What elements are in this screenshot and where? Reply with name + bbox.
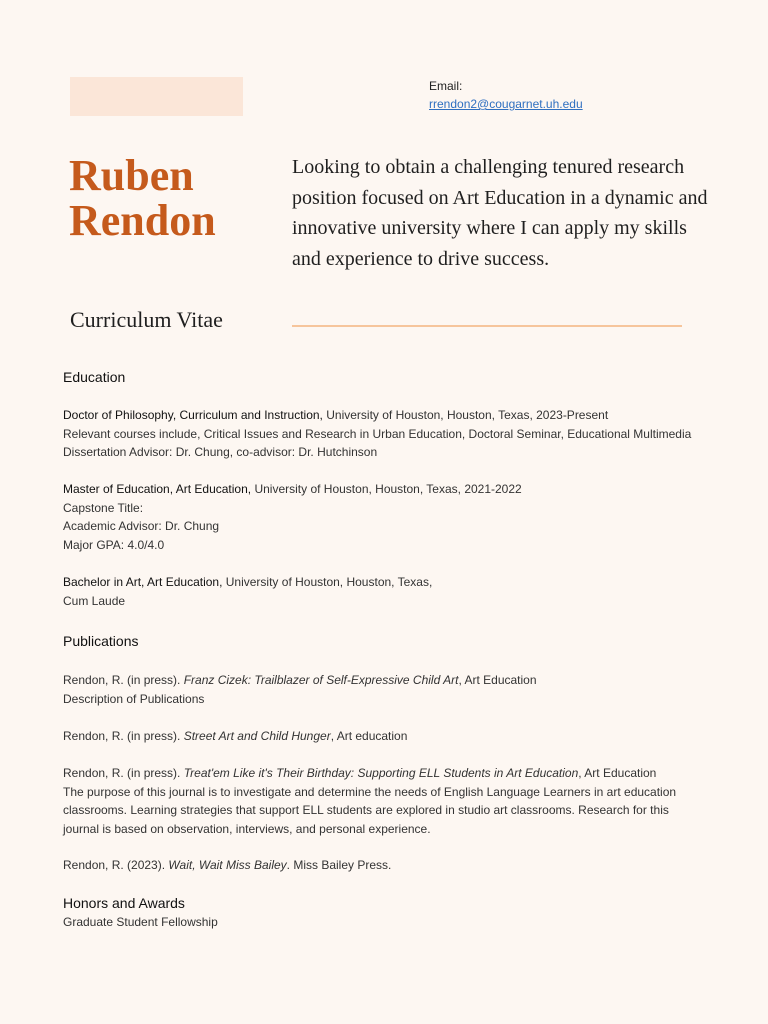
- med-entry: [63, 480, 522, 554]
- publications-heading: Publications: [63, 633, 139, 649]
- ba-entry: [63, 573, 432, 610]
- publication-item: [63, 764, 693, 838]
- publication-citation: [63, 727, 407, 746]
- publication-suffix: , Art Education: [458, 673, 537, 687]
- publication-title: Street Art and Child Hunger: [183, 729, 331, 743]
- publication-prefix: Rendon, R. (in press).: [63, 729, 184, 743]
- photo-placeholder: [70, 77, 243, 116]
- publication-title: Wait, Wait Miss Bailey: [168, 858, 287, 872]
- honors-heading: Honors and Awards: [63, 895, 185, 911]
- ba-honors: Cum Laude: [63, 593, 126, 608]
- publication-prefix: Rendon, R. (2023).: [63, 858, 169, 872]
- med-capstone: Capstone Title:: [63, 500, 144, 515]
- publication-title: Treat'em Like it's Their Birthday: Supporting ELL Students in Art Education: [183, 766, 579, 780]
- phd-courses: Relevant courses include, Critical Issues and Research in Urban Education, Doctoral Seminar, Educational Multimedia: [63, 426, 692, 441]
- last-name: Rendon: [69, 196, 216, 245]
- publication-suffix: , Art Education: [578, 766, 657, 780]
- ba-school: University of Houston, Houston, Texas,: [222, 575, 433, 589]
- publication-title: Franz Cizek: Trailblazer of Self-Expressive Child Art: [183, 673, 459, 687]
- phd-advisor: Dissertation Advisor: Dr. Chung, co-advisor: Dr. Hutchinson: [63, 445, 378, 459]
- publication-suffix: , Art education: [330, 729, 408, 743]
- publication-citation: [63, 764, 693, 783]
- publication-citation: [63, 856, 391, 875]
- publication-description: The purpose of this journal is to investigate and determine the needs of English Language Learners in art education classrooms. Learning strategies that support ELL students are explored in studio art classrooms. Research for this journal is based on observation, interviews, and personal experience.: [63, 784, 677, 836]
- phd-school: University of Houston, Houston, Texas, 2023-Present: [322, 408, 609, 422]
- publication-prefix: Rendon, R. (in press).: [63, 673, 184, 687]
- ba-degree: Bachelor in Art, Art Education,: [63, 575, 223, 589]
- publication-item: [63, 856, 391, 875]
- publication-prefix: Rendon, R. (in press).: [63, 766, 184, 780]
- publication-item: [63, 727, 407, 746]
- phd-line: [63, 406, 691, 425]
- publication-suffix: . Miss Bailey Press.: [286, 858, 392, 872]
- email-link[interactable]: rrendon2@cougarnet.uh.edu: [429, 97, 583, 111]
- honor-item: Graduate Student Fellowship: [63, 915, 218, 929]
- email-label: Email:: [429, 79, 463, 93]
- honors-list: [63, 913, 218, 932]
- phd-degree: Doctor of Philosophy, Curriculum and Instruction,: [63, 408, 323, 422]
- med-advisor: Academic Advisor: Dr. Chung: [63, 519, 220, 533]
- candidate-name: [69, 153, 216, 243]
- med-school: University of Houston, Houston, Texas, 2021-2022: [251, 482, 522, 496]
- publication-citation: [63, 671, 537, 690]
- phd-entry: [63, 406, 691, 462]
- education-heading: Education: [63, 369, 126, 385]
- med-line: [63, 480, 522, 499]
- ba-line: [63, 573, 432, 592]
- med-degree: Master of Education, Art Education,: [63, 482, 252, 496]
- first-name: Ruben: [69, 151, 194, 200]
- objective-statement: Looking to obtain a challenging tenured research position focused on Art Education in a dynamic and innovative university where I can apply my skills and experience to drive success.: [292, 156, 708, 270]
- publication-item: [63, 671, 537, 708]
- publication-description: Description of Publications: [63, 691, 205, 706]
- document-subtitle: Curriculum Vitae: [70, 307, 223, 332]
- med-gpa: Major GPA: 4.0/4.0: [63, 537, 165, 552]
- divider: [292, 325, 682, 327]
